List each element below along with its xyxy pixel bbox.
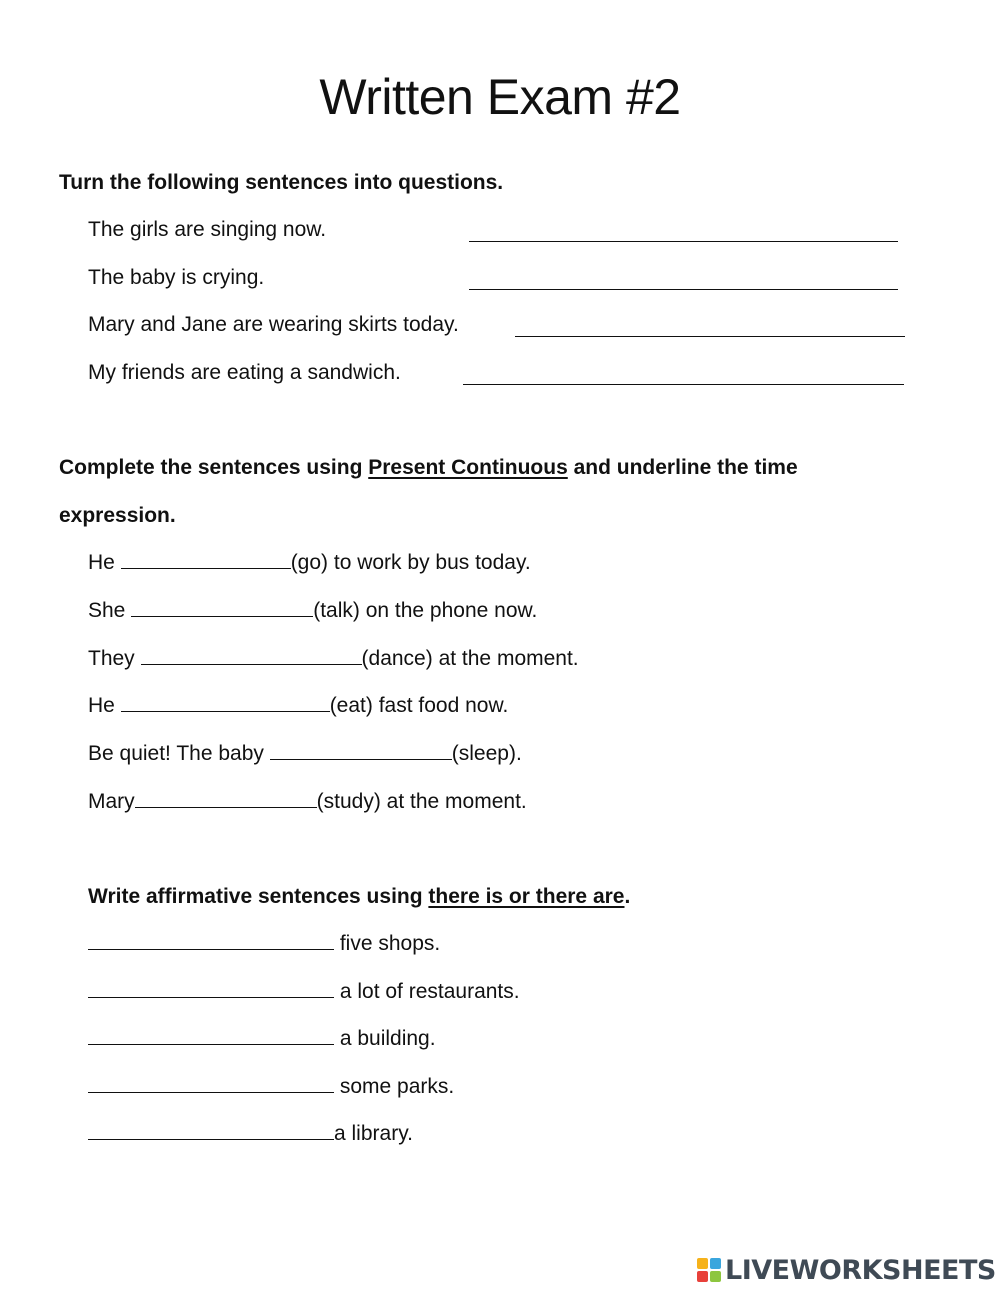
logo-square-icon (697, 1258, 708, 1269)
item-text: five shops. (334, 932, 441, 955)
fill-blank[interactable] (270, 739, 452, 760)
section2-item-4 (88, 691, 508, 721)
item-text: They (88, 647, 141, 670)
item-text: a library. (334, 1122, 413, 1145)
section1-item-4: My friends are eating a sandwich. (88, 361, 401, 384)
section2-item-5 (88, 739, 522, 769)
section3-instruction-underlined: there is or there are (428, 885, 625, 908)
fill-blank[interactable] (121, 548, 291, 569)
logo-text: LIVEWORKSHEETS (725, 1254, 996, 1286)
section2-item-2 (88, 596, 537, 626)
page-title: Written Exam #2 (319, 69, 681, 125)
section3-instruction (88, 882, 630, 912)
item-text: Be quiet! The baby (88, 742, 270, 765)
section1-answer-line-1[interactable] (469, 240, 898, 242)
section1-item-3: Mary and Jane are wearing skirts today. (88, 313, 459, 336)
item-text: a lot of restaurants. (334, 980, 520, 1003)
section1-item-2: The baby is crying. (88, 266, 265, 289)
section2-item-1 (88, 548, 531, 578)
fill-blank[interactable] (131, 596, 313, 617)
item-text: (eat) fast food now. (329, 694, 509, 717)
fill-blank[interactable] (88, 1072, 334, 1093)
section2-instruction (59, 453, 798, 483)
section1-answer-line-2[interactable] (469, 288, 898, 290)
liveworksheets-logo (697, 1252, 996, 1288)
section3-item-2 (88, 977, 520, 1007)
fill-blank[interactable] (141, 644, 362, 665)
section3-item-3 (88, 1024, 436, 1054)
section3-item-1 (88, 929, 440, 959)
section3-item-4 (88, 1072, 454, 1102)
item-text: Mary (88, 790, 135, 813)
item-text: some parks. (334, 1075, 455, 1098)
item-text: (go) to work by bus today. (290, 551, 531, 574)
section2-instruction-text: Complete the sentences using (59, 456, 369, 479)
item-text: (sleep). (451, 742, 522, 765)
fill-blank[interactable] (135, 787, 317, 808)
logo-square-icon (710, 1271, 721, 1282)
item-text: He (88, 694, 121, 717)
section2-item-3 (88, 644, 579, 674)
fill-blank[interactable] (88, 929, 334, 950)
fill-blank[interactable] (88, 1119, 334, 1140)
fill-blank[interactable] (88, 1024, 334, 1045)
section1-answer-line-3[interactable] (515, 335, 905, 337)
item-text: He (88, 551, 121, 574)
section2-instruction-line2: expression. (59, 504, 176, 527)
section3-instruction-text: Write affirmative sentences using (88, 885, 429, 908)
section1-item-1: The girls are singing now. (88, 218, 327, 241)
fill-blank[interactable] (121, 691, 330, 712)
item-text: (talk) on the phone now. (313, 599, 538, 622)
fill-blank[interactable] (88, 977, 334, 998)
section3-item-5 (88, 1119, 413, 1149)
section2-instruction-text-end: and underline the time (567, 456, 798, 479)
item-text: (study) at the moment. (316, 790, 527, 813)
section2-item-6 (88, 787, 527, 817)
section1-answer-line-4[interactable] (463, 383, 904, 385)
logo-mark-icon (697, 1258, 721, 1282)
logo-square-icon (697, 1271, 708, 1282)
item-text: a building. (334, 1027, 436, 1050)
logo-square-icon (710, 1258, 721, 1269)
section3-instruction-text-end: . (624, 885, 631, 908)
section1-instruction: Turn the following sentences into questions. (59, 171, 504, 194)
item-text: (dance) at the moment. (361, 647, 579, 670)
section2-instruction-underlined: Present Continuous (368, 456, 568, 479)
item-text: She (88, 599, 132, 622)
